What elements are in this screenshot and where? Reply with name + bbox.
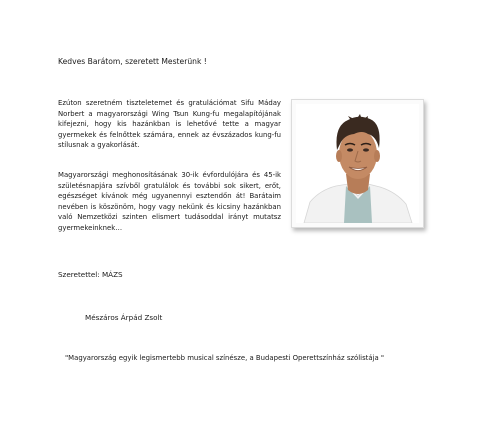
quote-caption: "Magyarország egyik legismertebb musical színésze, a Budapesti Operettszínház szólistája " [65, 354, 385, 362]
portrait-photo-frame [291, 99, 424, 228]
greeting: Kedves Barátom, szeretett Mesterünk ! [58, 57, 207, 66]
paragraph-congratulations: Ezúton szeretném tiszteletemet és gratulációmat Sifu Máday Norbert a magyarországi Wing Tsun Kung-fu megalapítójának kifejezni, hogy kis hazánkban is lehetővé tette a magyar gyermekek és felnőttek számára, ennek az évszázados kung-fu stílusnak a gyakorlását. [58, 99, 281, 150]
paragraph-anniversary: Magyarországi meghonosításának 30-ik évfordulójára és 45-ik születésnapjára szívből gratulálok és további sok sikert, erőt, egészséget kívánok még ugyanennyi esztendőn át! Barátaim nevében is köszönöm, hogy vagy nekünk és kicsiny hazánkban való Nemzetközi szinten elismert tudásoddal irányt mutatsz gyermekeinknek… [58, 171, 281, 232]
closing-regards: Szeretettel: MÁZS [58, 270, 123, 279]
signature-name: Mészáros Árpád Zsolt [85, 313, 163, 322]
portrait-photo [296, 104, 419, 223]
